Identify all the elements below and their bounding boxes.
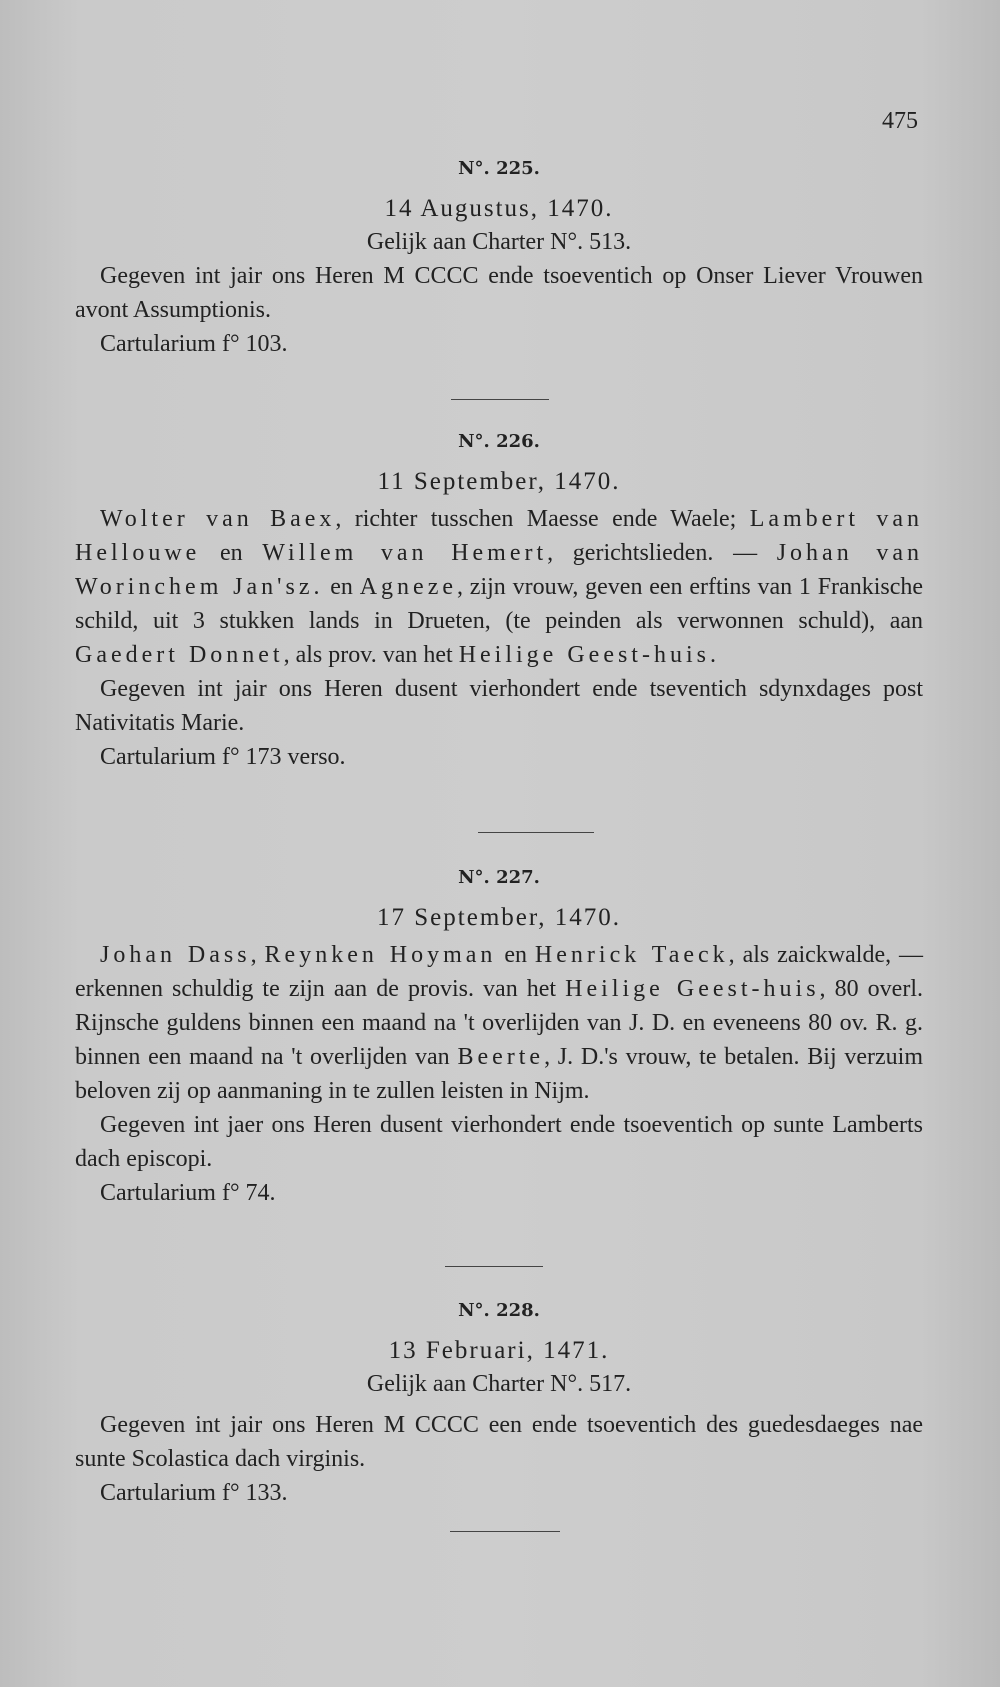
entry-summary: Johan Dass, Reynken Hoyman en Henrick Taeck, als zaickwalde, — erkennen schuldig te zijn aan de provis. van het Heilige Geest-huis, 80 overl. Rijnsche guldens binnen een maand na 't overlijden van J. D. en eveneens 80 ov. R. g. binnen een maand na 't overlijden van Beerte, J. D.'s vrouw, te betalen. Bij verzuim beloven zij op aanmaning in te zullen leisten in Nijm. [75,942,924,1104]
section-divider [450,1531,560,1532]
person-name: Agneze [359,574,458,600]
entry-cartularium: Cartularium f° 74. [100,1180,276,1206]
person-name: Johan Dass [100,942,251,968]
person-name: Reynken Hoyman [264,942,497,968]
entry-dating-clause: Gegeven int jair ons Heren M CCCC ende tsoeventich op Onser Liever Vrouwen avont Assumptionis. [75,263,923,323]
entry-number: N°. 227. [458,867,540,888]
entry-number: N°. 226. [458,431,540,452]
entry-summary: Wolter van Baex, richter tusschen Maesse ende Waele; Lambert van Hellouwe en Willem van Hemert, gerichtslieden. — Johan van Worinchem Jan'sz. en Agneze, zijn vrouw, geven een erftins van 1 Frankische schild, uit 3 stukken lands in Drueten, (te peinden als verwonnen schuld), aan Gaedert Donnet, als prov. van het Heilige Geest-huis. [75,506,924,668]
person-name: Henrick Taeck [534,942,729,968]
entry-number: N°. 228. [458,1300,540,1321]
entry-number: N°. 225. [458,158,540,179]
entry-date: 11 September, 1470. [377,468,621,495]
entry-reference: Gelijk aan Charter N°. 517. [366,1371,632,1397]
entry-cartularium: Cartularium f° 133. [100,1480,288,1506]
entry-dating-clause: Gegeven int jair ons Heren M CCCC een ende tsoeventich des guedesdaeges nae sunte Scolastica dach virginis. [75,1412,923,1472]
person-name: Willem van Hemert [262,540,548,566]
entry-cartularium: Cartularium f° 173 verso. [100,744,346,770]
institution-name: Heilige Geest-huis [565,976,820,1002]
entry-date: 13 Februari, 1471. [388,1337,610,1364]
entry-date: 14 Augustus, 1470. [384,195,614,222]
entry-dating-clause: Gegeven int jair ons Heren dusent vierhondert ende tseventich sdynxdages post Nativitatis Marie. [75,676,923,736]
entry-date: 17 September, 1470. [377,904,621,931]
section-divider [478,832,594,833]
entry-cartularium: Cartularium f° 103. [100,331,288,357]
person-name: Beerte [457,1044,545,1070]
entry-228 [75,1300,923,1510]
institution-name: Heilige Geest-huis [458,642,710,668]
page-number: 475 [882,108,918,134]
entry-reference: Gelijk aan Charter N°. 513. [366,229,632,255]
entry-225 [75,158,923,361]
entry-226 [75,431,923,774]
person-name: Gaedert Donnet [75,642,284,668]
section-divider [451,399,549,400]
person-name: Wolter van Baex [100,506,336,532]
entry-227 [75,867,923,1210]
person-name: Lambert van Hellouwe [75,506,923,566]
entry-dating-clause: Gegeven int jaer ons Heren dusent vierhondert ende tsoeventich op sunte Lamberts dach episcopi. [75,1112,923,1172]
section-divider [445,1266,543,1267]
person-name: Johan van Worinchem Jan'sz. [75,540,923,600]
